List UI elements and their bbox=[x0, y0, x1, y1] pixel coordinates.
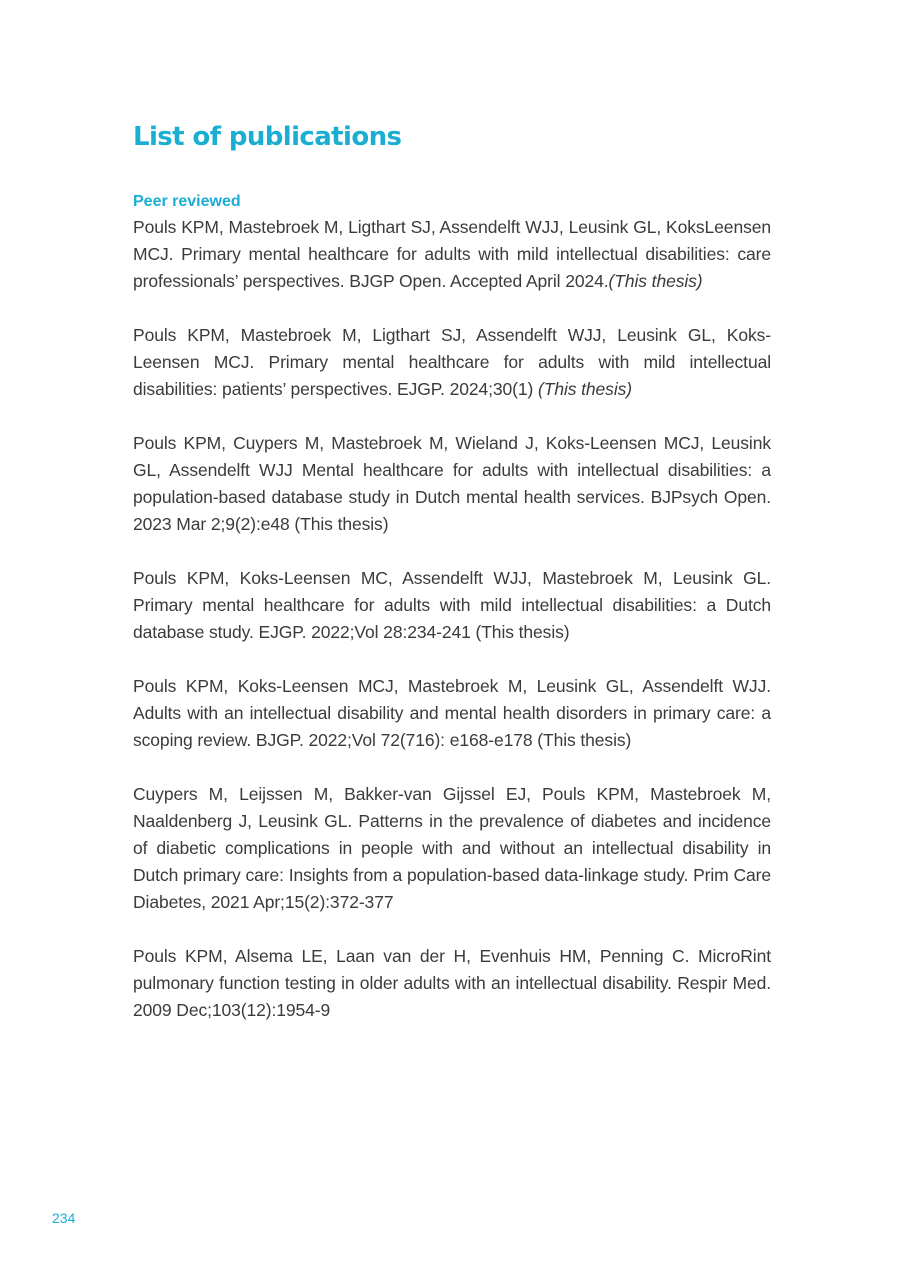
section-heading-peer-reviewed: Peer reviewed bbox=[133, 193, 241, 210]
publication-citation: Pouls KPM, Cuypers M, Mastebroek M, Wieland J, Koks-Leensen MCJ, Leusink GL, Assendelft WJJ Mental healthcare for adults with intellectual disabilities: a population-based database study in Dutch mental health services. BJPsych Open. 2023 Mar 2;9(2):e48 (This thesis) bbox=[133, 433, 771, 534]
publication-citation: Cuypers M, Leijssen M, Bakker-van Gijssel EJ, Pouls KPM, Mastebroek M, Naaldenberg J, Leusink GL. Patterns in the prevalence of diabetes and incidence of diabetic complications in people with and without an intellectual disability in Dutch primary care: Insights from a population-based data-linkage study. Prim Care Diabetes, 2021 Apr;15(2):372-377 bbox=[133, 784, 771, 912]
publication-item bbox=[133, 214, 771, 295]
publication-citation: Pouls KPM, Koks-Leensen MC, Assendelft WJJ, Mastebroek M, Leusink GL. Primary mental healthcare for adults with mild intellectual disabilities: a Dutch database study. EJGP. 2022;Vol 28:234-241 (This thesis) bbox=[133, 568, 771, 642]
publication-citation: Pouls KPM, Mastebroek M, Ligthart SJ, Assendelft WJJ, Leusink GL, KoksLeensen MCJ. Primary mental healthcare for adults with mild intellectual disabilities: care professionals’ perspectives. BJGP Open. Accepted April 2024. bbox=[133, 217, 771, 291]
page-number: 234 bbox=[52, 1210, 76, 1226]
publication-note: (This thesis) bbox=[538, 379, 632, 399]
publication-citation: Pouls KPM, Mastebroek M, Ligthart SJ, Assendelft WJJ, Leusink GL, Koks-Leensen MCJ. Primary mental healthcare for adults with mild intellectual disabilities: patients’ perspectives. EJGP. 2024;30(1) bbox=[133, 325, 771, 399]
publication-citation: Pouls KPM, Koks-Leensen MCJ, Mastebroek M, Leusink GL, Assendelft WJJ. Adults with an intellectual disability and mental health disorders in primary care: a scoping review. BJGP. 2022;Vol 72(716): e168-e178 (This thesis) bbox=[133, 676, 771, 750]
publication-item bbox=[133, 673, 771, 754]
publication-list bbox=[133, 214, 771, 1024]
publication-item bbox=[133, 781, 771, 916]
publication-note: (This thesis) bbox=[608, 271, 703, 291]
publications-section bbox=[133, 192, 771, 1051]
publication-item bbox=[133, 430, 771, 538]
publication-item bbox=[133, 565, 771, 646]
publication-item bbox=[133, 943, 771, 1024]
page-title: List of publications bbox=[133, 122, 402, 152]
publication-citation: Pouls KPM, Alsema LE, Laan van der H, Evenhuis HM, Penning C. MicroRint pulmonary function testing in older adults with an intellectual disability. Respir Med. 2009 Dec;103(12):1954-9 bbox=[133, 946, 771, 1020]
publication-item bbox=[133, 322, 771, 403]
